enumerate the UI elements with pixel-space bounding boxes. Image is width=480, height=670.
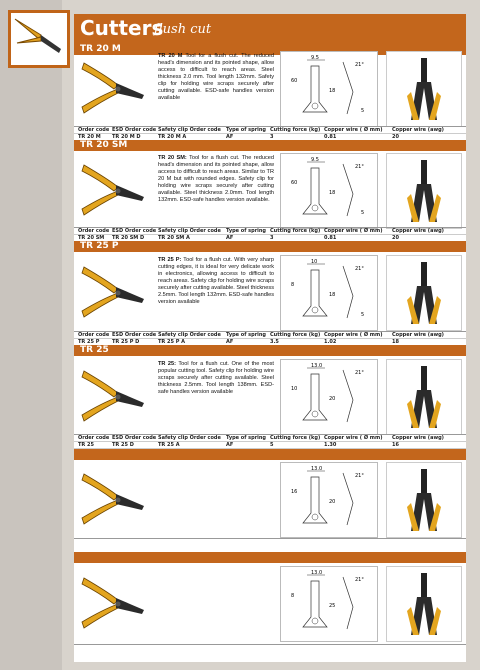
svg-text:13.0: 13.0 (311, 363, 323, 369)
spec-cell: 20 (392, 235, 399, 241)
spec-header-cell: Copper wire (awg) (392, 127, 444, 133)
description-title: TR 25 P: (158, 257, 182, 263)
cutter-image (78, 259, 156, 329)
spec-cell: 3 (270, 235, 274, 241)
description-text: Tool for a flush cut. With very sharp cutting edges, it is ideal for very delicate work in electronics, allowing access to difficult to reach areas. Safety clip for holding wire scraps securely after cutting available. Steel thickness 2.5mm. Tool length 132mm. ESD-safe handles version available (158, 257, 274, 305)
spec-header-cell: Cutting force (kg) (270, 127, 321, 133)
cutter-thumbnail-icon (11, 13, 67, 65)
spec-header-row (74, 434, 466, 441)
spec-cell: AF (226, 134, 234, 140)
spec-cell: 3 (270, 134, 274, 140)
cutter-image (78, 466, 156, 536)
svg-text:5: 5 (361, 108, 365, 114)
spec-header-cell: Safety clip Order code (158, 228, 221, 234)
svg-text:18: 18 (329, 88, 336, 94)
svg-text:5: 5 (361, 312, 365, 318)
spec-cell: 0.81 (324, 235, 337, 241)
section-bar: TR 25 P (74, 241, 466, 252)
svg-text:18: 18 (329, 190, 336, 196)
spec-cell: TR 25 (78, 442, 94, 448)
spec-cell: TR 25 A (158, 442, 180, 448)
spec-header-cell: ESD Order code (112, 332, 157, 338)
spec-header-cell: Order code (78, 127, 110, 133)
svg-text:8: 8 (291, 282, 295, 288)
cutter-head-photo (386, 51, 462, 127)
spec-header-cell: Copper wire (awg) (392, 228, 444, 234)
spec-cell: TR 20 M (78, 134, 101, 140)
spec-header-cell: ESD Order code (112, 127, 157, 133)
svg-text:60: 60 (291, 180, 298, 186)
page-header (74, 14, 466, 44)
svg-text:21°: 21° (355, 266, 364, 272)
spec-header-cell: Copper wire ( Ø mm) (324, 332, 383, 338)
product-description (158, 361, 274, 396)
cutter-image (78, 363, 156, 433)
technical-drawing (280, 51, 378, 127)
spec-header-row (74, 227, 466, 234)
spec-header-cell: Type of spring (226, 435, 267, 441)
svg-text:13.0: 13.0 (311, 570, 323, 576)
spec-cell: 18 (392, 339, 399, 345)
spec-header-cell: Order code (78, 332, 110, 338)
svg-text:13.0: 13.0 (311, 466, 323, 472)
divider-line (74, 644, 466, 645)
spec-cell: 0.81 (324, 134, 337, 140)
technical-drawing (280, 359, 378, 435)
svg-text:21°: 21° (355, 473, 364, 479)
svg-text:16: 16 (291, 489, 298, 495)
spec-table (74, 434, 466, 449)
spec-cell: TR 20 M D (112, 134, 141, 140)
svg-text:21°: 21° (355, 577, 364, 583)
product-description (158, 155, 274, 204)
svg-text:9.5: 9.5 (311, 157, 319, 163)
technical-drawing (280, 153, 378, 229)
description-title: TR 25: (158, 361, 177, 367)
spec-cell: TR 25 P (78, 339, 100, 345)
spec-cell: 16 (392, 442, 399, 448)
spec-header-cell: Type of spring (226, 228, 267, 234)
technical-drawing (280, 255, 378, 331)
page-subtitle: flush cut (154, 22, 212, 37)
spec-header-cell: Copper wire (awg) (392, 332, 444, 338)
cutter-image (78, 570, 156, 640)
spec-table (74, 227, 466, 242)
spec-header-cell: Cutting force (kg) (270, 228, 321, 234)
spec-header-cell: Safety clip Order code (158, 435, 221, 441)
spec-header-cell: Cutting force (kg) (270, 332, 321, 338)
spec-header-cell: Safety clip Order code (158, 127, 221, 133)
spec-table (74, 331, 466, 346)
cutter-head-photo (386, 566, 462, 642)
spec-cell: TR 25 D (112, 442, 134, 448)
divider-line (74, 538, 466, 539)
svg-text:21°: 21° (355, 164, 364, 170)
spec-header-cell: Type of spring (226, 332, 267, 338)
technical-drawing (280, 566, 378, 642)
spec-cell: 5 (270, 442, 274, 448)
page-title: Cutters (80, 16, 164, 40)
description-text: Tool for a flush cut. The reduced head's dimension and its pointed shape, allow access to difficult to reach areas. Similar to TR 20 M but with rounded edges. Safety clip for holding wire scraps securely after cutting available. Steel thickness 2.0mm. Tool length 132mm. ESD-safe handles version available. (158, 155, 274, 203)
svg-text:25: 25 (329, 603, 336, 609)
svg-text:20: 20 (329, 499, 336, 505)
spec-cell: AF (226, 339, 234, 345)
spec-cell: 20 (392, 134, 399, 140)
spec-cell: TR 20 M A (158, 134, 187, 140)
svg-text:10: 10 (291, 386, 298, 392)
spec-header-cell: ESD Order code (112, 435, 157, 441)
technical-drawing (280, 462, 378, 538)
spec-cell: AF (226, 442, 234, 448)
svg-text:18: 18 (329, 292, 336, 298)
cutter-thumbnail (8, 10, 70, 68)
svg-text:20: 20 (329, 396, 336, 402)
cutter-head-photo (386, 153, 462, 229)
svg-text:9.5: 9.5 (311, 55, 319, 61)
spec-header-cell: Order code (78, 435, 110, 441)
product-description (158, 257, 274, 306)
spec-header-cell: ESD Order code (112, 228, 157, 234)
spec-cell: TR 20 SM A (158, 235, 190, 241)
spec-header-cell: Copper wire (awg) (392, 435, 444, 441)
svg-text:60: 60 (291, 78, 298, 84)
spec-cell: 1.30 (324, 442, 337, 448)
cutter-head-photo (386, 255, 462, 331)
spec-cell: 3.5 (270, 339, 279, 345)
svg-text:21°: 21° (355, 62, 364, 68)
spec-cell: TR 20 SM D (112, 235, 145, 241)
spec-cell: TR 25 P D (112, 339, 140, 345)
description-text: Tool for a flush cut. The reduced head's dimension and its pointed shape, allow access to difficult to reach areas. Steel thickness 2.0 mm. Tool length 132mm. Safety clip for holding wire scraps securely after cutting available. ESD-safe handles version available (158, 53, 275, 101)
spec-table (74, 126, 466, 141)
spec-header-cell: Copper wire ( Ø mm) (324, 435, 383, 441)
spec-header-cell: Safety clip Order code (158, 332, 221, 338)
section-bar-blank (74, 449, 466, 460)
section-bar-blank (74, 552, 466, 563)
spec-cell: 1.02 (324, 339, 337, 345)
svg-text:10: 10 (311, 259, 318, 265)
section-bar: TR 20 M (74, 44, 466, 55)
svg-text:8: 8 (291, 593, 295, 599)
spec-header-cell: Copper wire ( Ø mm) (324, 228, 383, 234)
description-title: TR 20 M (158, 53, 183, 59)
spec-row (74, 441, 466, 449)
cutter-head-photo (386, 359, 462, 435)
spec-cell: TR 25 P A (158, 339, 185, 345)
svg-text:5: 5 (361, 210, 365, 216)
spec-cell: AF (226, 235, 234, 241)
description-text: Tool for a flush cut. One of the most popular cutting tool. Safety clip for holding wire scraps securely after cutting available. Steel thickness 2.5mm. Tool length 138mm. ESD-safe handles version available (158, 361, 274, 395)
cutter-head-photo (386, 462, 462, 538)
spec-header-cell: Order code (78, 228, 110, 234)
spec-header-row (74, 126, 466, 133)
spec-cell: TR 20 SM (78, 235, 105, 241)
section-bar: TR 25 (74, 345, 466, 356)
spec-header-row (74, 331, 466, 338)
spec-header-cell: Copper wire ( Ø mm) (324, 127, 383, 133)
cutter-image (78, 157, 156, 227)
spec-header-cell: Type of spring (226, 127, 267, 133)
product-description (158, 53, 274, 102)
section-bar: TR 20 SM (74, 140, 466, 151)
cutter-image (78, 55, 156, 125)
svg-text:21°: 21° (355, 370, 364, 376)
left-margin-strip (0, 0, 62, 670)
spec-header-cell: Cutting force (kg) (270, 435, 321, 441)
description-title: TR 20 SM: (158, 155, 187, 161)
